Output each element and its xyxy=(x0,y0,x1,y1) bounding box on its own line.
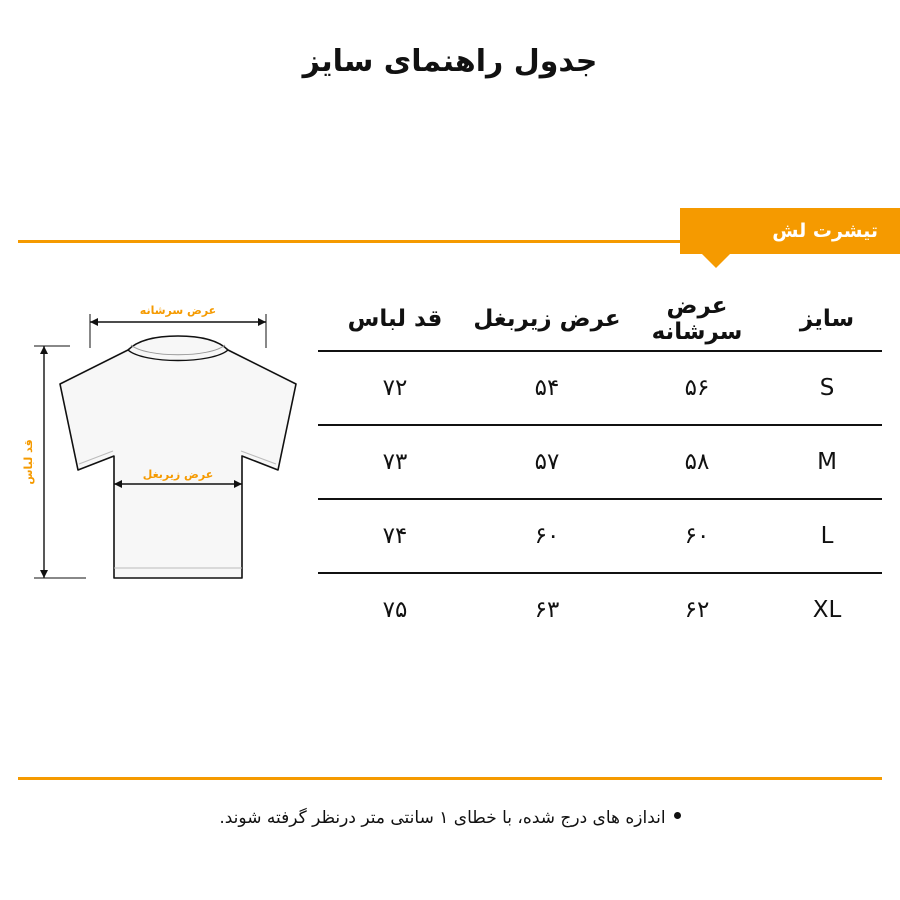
cell-size: L xyxy=(772,499,882,573)
cell-chest: ۵۷ xyxy=(472,425,622,499)
banner-divider xyxy=(18,240,690,243)
table-row xyxy=(318,499,882,573)
page-title: جدول راهنمای سایز xyxy=(302,44,598,79)
shoulder-label: عرض سرشانه xyxy=(139,304,217,317)
header-chest: عرض زیربغل xyxy=(472,288,622,351)
cell-shoulder: ۶۰ xyxy=(622,499,772,573)
cell-length: ۷۴ xyxy=(318,499,472,573)
header-size: سایز xyxy=(772,288,882,351)
footer-note-text: اندازه های درج شده، با خطای ۱ سانتی متر درنظر گرفته شوند. xyxy=(219,808,666,828)
cell-length: ۷۵ xyxy=(382,597,408,623)
cell-shoulder: ۵۶ xyxy=(622,351,772,425)
cell-shoulder: ۵۸ xyxy=(622,425,772,499)
footer-divider xyxy=(18,777,882,780)
cell-chest: ۶۳ xyxy=(534,597,560,623)
tshirt-shape xyxy=(60,336,296,578)
cell-length: ۷۲ xyxy=(318,351,472,425)
banner-notch xyxy=(702,254,730,268)
table-row xyxy=(318,573,882,646)
chest-label: عرض زیربغل xyxy=(142,468,214,481)
footer-note xyxy=(18,808,882,828)
cell-chest: ۵۴ xyxy=(472,351,622,425)
header-shoulder: عرض سرشانه xyxy=(622,288,772,351)
table-row xyxy=(318,351,882,425)
cell-size: S xyxy=(772,351,882,425)
product-name-tab: تیشرت لش xyxy=(680,208,900,254)
tshirt-diagram xyxy=(10,288,310,618)
length-label: قد لباس xyxy=(22,439,35,485)
product-banner xyxy=(0,208,900,260)
size-table xyxy=(318,288,882,646)
table-body xyxy=(318,351,882,646)
table-header xyxy=(318,288,882,351)
cell-chest: ۶۰ xyxy=(472,499,622,573)
table-header-row xyxy=(318,288,882,351)
table-row xyxy=(318,425,882,499)
cell-size: M xyxy=(772,425,882,499)
header-length: قد لباس xyxy=(318,288,472,351)
cell-shoulder: ۶۲ xyxy=(684,597,710,623)
cell-size: XL xyxy=(812,597,842,623)
bullet-icon xyxy=(674,812,681,819)
cell-length: ۷۳ xyxy=(318,425,472,499)
